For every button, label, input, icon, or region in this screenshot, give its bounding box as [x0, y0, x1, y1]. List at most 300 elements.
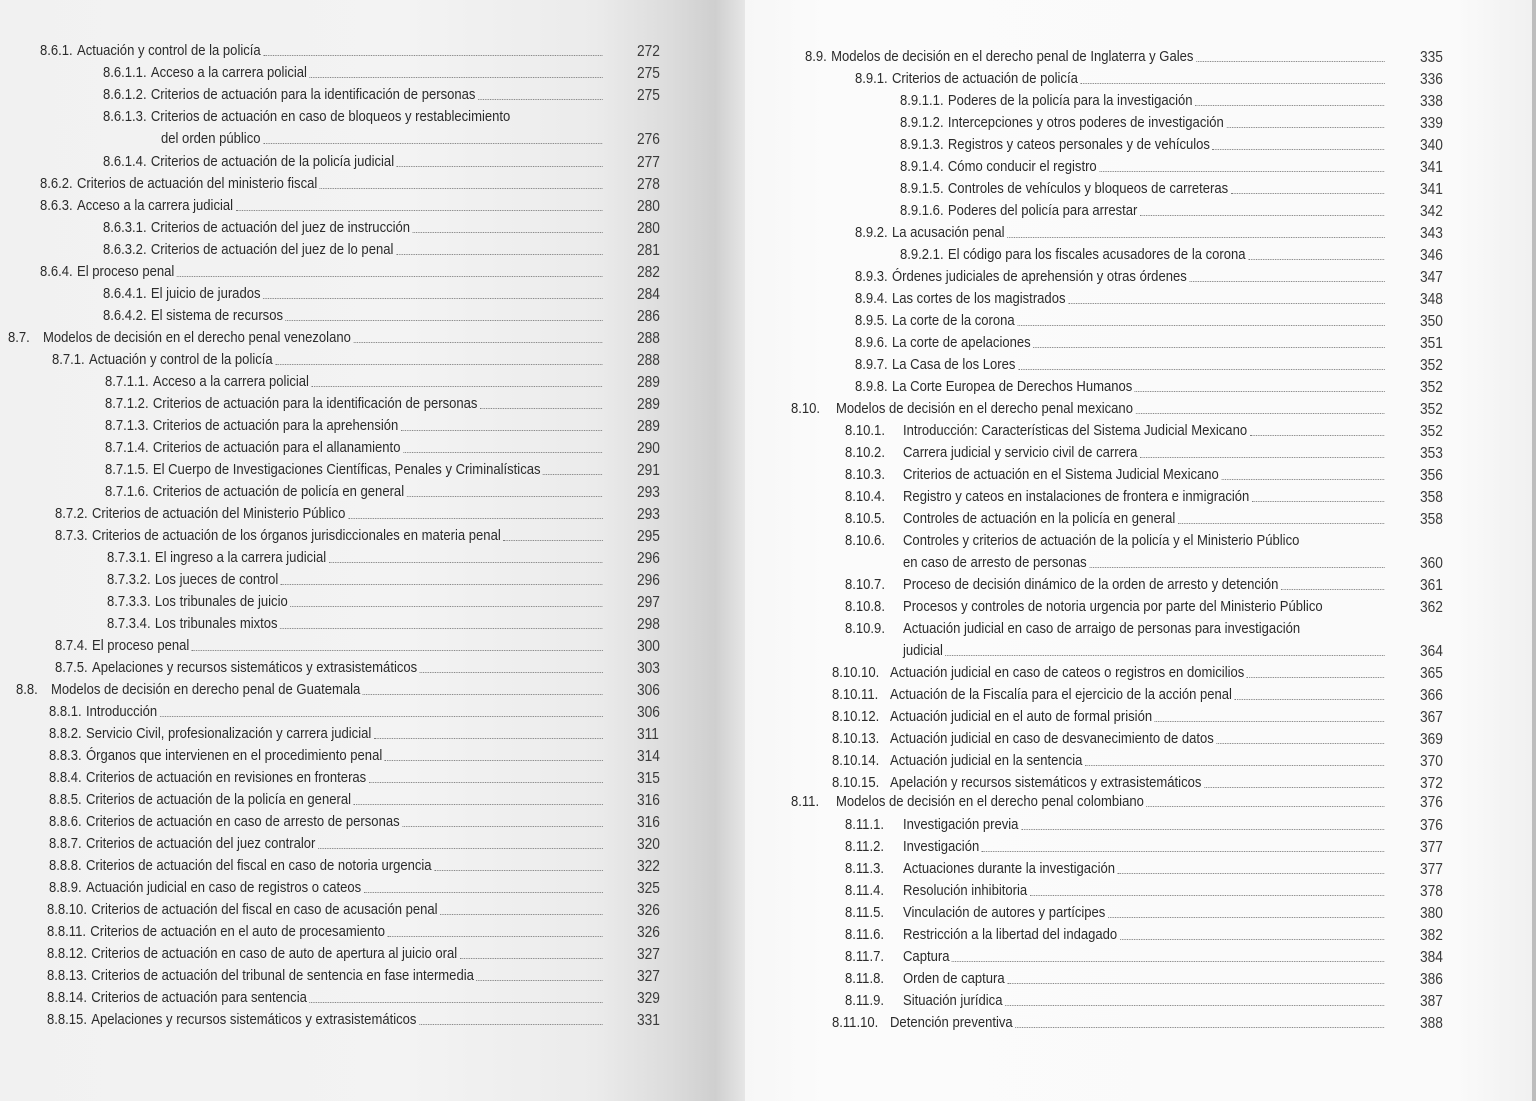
toc-entry: [845, 882, 1387, 900]
section-title: Controles de vehículos y bloqueos de carreteras: [947, 180, 1229, 197]
toc-entry: [105, 439, 605, 457]
dot-leader: [952, 961, 1384, 962]
page-number: 281: [637, 242, 660, 259]
page-number: 343: [1420, 225, 1443, 242]
section-title: Criterios de actuación para sentencia: [91, 989, 307, 1006]
dot-leader: [312, 386, 603, 387]
toc-entry: [103, 241, 605, 259]
toc-entry: [47, 945, 605, 963]
section-number: 8.11.3.: [845, 860, 884, 877]
page-number: 326: [637, 902, 660, 919]
section-title: Acceso a la carrera policial: [150, 64, 307, 81]
section-number: 8.7.3.4.: [107, 615, 151, 632]
dot-leader: [177, 276, 603, 277]
page-number: 348: [1420, 291, 1443, 308]
dot-leader: [396, 254, 602, 255]
page-number: 297: [637, 594, 660, 611]
toc-entry: [845, 576, 1387, 594]
toc-entry: [49, 879, 605, 897]
section-title: Actuación judicial en el auto de formal prisión: [889, 708, 1153, 725]
section-number: 8.10.11.: [832, 686, 879, 703]
section-title: Captura: [902, 948, 950, 965]
page-number: 289: [637, 374, 660, 391]
section-title: Criterios de actuación en revisiones en fronteras: [85, 769, 367, 786]
dot-leader: [1195, 105, 1384, 106]
toc-entry: [855, 70, 1387, 88]
dot-leader: [310, 77, 603, 78]
page-number: 290: [637, 440, 660, 457]
page-number: 356: [1420, 467, 1443, 484]
toc-entry: [900, 180, 1387, 198]
section-title: Investigación: [902, 838, 980, 855]
section-number: 8.7.5.: [55, 659, 88, 676]
section-number: 8.7.1.2.: [105, 395, 149, 412]
dot-leader: [1178, 523, 1385, 524]
toc-entry: [855, 378, 1387, 396]
section-title: Restricción a la libertad del indagado: [902, 926, 1118, 943]
toc-entry: [103, 153, 605, 171]
page-number: 314: [637, 748, 660, 765]
toc-entry: [40, 175, 605, 193]
dot-leader: [1021, 829, 1384, 830]
section-number: 8.8.11.: [47, 923, 86, 940]
toc-entry: [845, 444, 1387, 462]
toc-entry: [47, 1011, 605, 1029]
section-number: 8.10.12.: [832, 708, 880, 725]
section-title: Apelaciones y recursos sistemáticos y extrasistemáticos: [91, 659, 418, 676]
section-number: 8.7.1.1.: [105, 373, 149, 390]
toc-entry: [49, 857, 605, 875]
section-title: Modelos de decisión en el derecho penal mexicano: [835, 400, 1133, 417]
section-number: 8.7.3.3.: [107, 593, 151, 610]
toc-entry: [107, 615, 605, 633]
page-number: 300: [637, 638, 660, 655]
section-title: Poderes de la policía para la investigación: [947, 92, 1193, 109]
section-title: Los jueces de control: [154, 571, 279, 588]
dot-leader: [1146, 806, 1384, 807]
page-number: 351: [1420, 335, 1443, 352]
section-title: El código para los fiscales acusadores de la corona: [947, 246, 1246, 263]
page-number: 335: [1420, 49, 1443, 66]
page-number: 325: [637, 880, 660, 897]
page-number: 280: [637, 220, 660, 237]
section-title: Detención preventiva: [889, 1014, 1013, 1031]
dot-leader: [329, 562, 603, 563]
dot-leader: [263, 298, 602, 299]
toc-entry: [845, 860, 1387, 878]
dot-leader: [263, 143, 602, 144]
dot-leader: [1281, 589, 1384, 590]
section-title: Actuación y control de la policía: [88, 351, 273, 368]
section-title: Vinculación de autores y partícipes: [902, 904, 1106, 921]
page-number: 275: [637, 65, 660, 82]
toc-entry: [55, 527, 605, 545]
section-number: 8.8.4.: [49, 769, 82, 786]
left-page: [0, 0, 745, 1101]
toc-entry: [900, 92, 1387, 110]
section-number: 8.7.4.: [55, 637, 88, 654]
dot-leader: [1189, 281, 1384, 282]
page-number: 289: [637, 396, 660, 413]
section-number: 8.8.7.: [49, 835, 82, 852]
section-title: El sistema de recursos: [150, 307, 283, 324]
dot-leader: [1155, 721, 1385, 722]
section-number: 8.11.10.: [832, 1014, 879, 1031]
toc-entry: [855, 290, 1387, 308]
toc-entry: [832, 708, 1387, 726]
toc-entry: [40, 197, 605, 215]
page-number: 360: [1420, 555, 1443, 572]
section-number: 8.8.: [16, 681, 38, 698]
dot-leader: [1005, 1005, 1384, 1006]
section-number: 8.10.: [791, 400, 821, 417]
page-number: 311: [637, 726, 659, 743]
dot-leader: [480, 408, 602, 409]
section-number: 8.10.9.: [845, 620, 885, 637]
section-number: 8.10.4.: [845, 488, 885, 505]
page-number: 322: [637, 858, 660, 875]
page-number: 358: [1420, 511, 1443, 528]
dot-leader: [348, 518, 602, 519]
page-number: 341: [1420, 159, 1443, 176]
dot-leader: [1089, 567, 1384, 568]
section-title: Controles y criterios de actuación de la policía y el Ministerio Público: [902, 532, 1300, 549]
section-number: 8.6.4.2.: [103, 307, 147, 324]
section-number: 8.7.1.4.: [105, 439, 149, 456]
page-number: 296: [637, 550, 660, 567]
toc-entry: [855, 312, 1387, 330]
dot-leader: [1118, 873, 1385, 874]
section-number: 8.11.2.: [845, 838, 884, 855]
section-number: 8.9.1.: [855, 70, 888, 87]
section-title: La corte de la corona: [891, 312, 1015, 329]
dot-leader: [478, 99, 602, 100]
section-title: Criterios de actuación en caso de auto de apertura al juicio oral: [91, 945, 458, 962]
page-number: 339: [1420, 115, 1443, 132]
section-title: Los tribunales de juicio: [154, 593, 288, 610]
page-number: 291: [637, 462, 660, 479]
section-number: 8.11.1.: [845, 816, 884, 833]
page-number: 282: [637, 264, 660, 281]
dot-leader: [1017, 325, 1384, 326]
page-number: 365: [1420, 665, 1443, 682]
dot-leader: [420, 672, 603, 673]
dot-leader: [385, 760, 603, 761]
toc-entry: [40, 42, 605, 60]
section-number: 8.6.2.: [40, 175, 73, 192]
section-number: 8.8.9.: [49, 879, 82, 896]
toc-entry: [845, 904, 1387, 922]
section-number: 8.9.5.: [855, 312, 888, 329]
page-number: 350: [1420, 313, 1443, 330]
toc-entry: [791, 400, 1387, 418]
section-number: 8.9.3.: [855, 268, 888, 285]
section-title-continuation: judicial: [903, 642, 943, 659]
dot-leader: [1136, 413, 1385, 414]
page-number: 278: [637, 176, 660, 193]
section-number: 8.11.6.: [845, 926, 884, 943]
dot-leader: [1216, 743, 1384, 744]
section-title: Apelación y recursos sistemáticos y extrasistemáticos: [889, 774, 1202, 791]
section-number: 8.8.12.: [47, 945, 87, 962]
page-number: 295: [637, 528, 660, 545]
page-number: 370: [1420, 753, 1443, 770]
page-number: 316: [637, 814, 660, 831]
section-number: 8.9.7.: [855, 356, 888, 373]
toc-entry: [105, 483, 605, 501]
section-title: La Corte Europea de Derechos Humanos: [891, 378, 1133, 395]
section-title: Criterios de actuación de policía en general: [152, 483, 405, 500]
toc-entry: [49, 703, 605, 721]
section-number: 8.10.6.: [845, 532, 885, 549]
dot-leader: [1135, 391, 1385, 392]
section-title: Órganos que intervienen en el procedimiento penal: [85, 747, 383, 764]
toc-entry: [845, 510, 1387, 528]
section-title: Criterios de actuación del Ministerio Público: [91, 505, 346, 522]
section-title: Actuación judicial en la sentencia: [889, 752, 1083, 769]
section-title: Poderes del policía para arrestar: [947, 202, 1138, 219]
section-title: Introducción: Características del Sistema Judicial Mexicano: [902, 422, 1248, 439]
section-number: 8.10.8.: [845, 598, 885, 615]
page-number: 288: [637, 330, 660, 347]
section-title: Criterios de actuación de policía: [891, 70, 1078, 87]
toc-entry: [845, 620, 1387, 638]
toc-entry: [900, 136, 1387, 154]
dot-leader: [1196, 61, 1384, 62]
toc-entry: [805, 48, 1387, 66]
dot-leader: [401, 430, 603, 431]
section-number: 8.7.1.6.: [105, 483, 149, 500]
toc-entry: [832, 686, 1387, 704]
toc-entry: [107, 593, 605, 611]
toc-entry: [49, 813, 605, 831]
toc-entry: [103, 307, 605, 325]
page-number: 327: [637, 946, 660, 963]
toc-entry: [832, 774, 1387, 792]
section-number: 8.6.1.: [40, 42, 73, 59]
dot-leader: [402, 826, 602, 827]
section-title: Criterios de actuación del fiscal en caso de acusación penal: [91, 901, 438, 918]
toc-entry: [49, 769, 605, 787]
dot-leader: [1252, 501, 1385, 502]
section-number: 8.9.1.4.: [900, 158, 944, 175]
page-number: 366: [1420, 687, 1443, 704]
page-number: 288: [637, 352, 660, 369]
page-number: 341: [1420, 181, 1443, 198]
dot-leader: [1007, 237, 1384, 238]
section-number: 8.9.6.: [855, 334, 888, 351]
page-number: 377: [1420, 861, 1443, 878]
section-number: 8.9.1.2.: [900, 114, 944, 131]
dot-leader: [1015, 1027, 1384, 1028]
dot-leader: [388, 936, 603, 937]
page-number: 346: [1420, 247, 1443, 264]
section-title: Actuación judicial en caso de registros o cateos: [85, 879, 362, 896]
section-number: 8.8.15.: [47, 1011, 87, 1028]
dot-leader: [476, 980, 602, 981]
toc-entry: [832, 752, 1387, 770]
section-number: 8.7.3.1.: [107, 549, 151, 566]
section-title: Actuación y control de la policía: [76, 42, 261, 59]
toc-entry: [855, 224, 1387, 242]
toc-entry: [845, 488, 1387, 506]
dot-leader: [1007, 983, 1384, 984]
section-title: Criterios de actuación del juez de instrucción: [150, 219, 411, 236]
section-number: 8.6.3.: [40, 197, 73, 214]
section-number: 8.10.14.: [832, 752, 880, 769]
page-number: 289: [637, 418, 660, 435]
dot-leader: [1250, 435, 1385, 436]
toc-entry: [55, 659, 605, 677]
section-number: 8.9.1.6.: [900, 202, 944, 219]
section-title-continuation: en caso de arresto de personas: [903, 554, 1087, 571]
page-number: 326: [637, 924, 660, 941]
section-number: 8.6.1.4.: [103, 153, 147, 170]
page-number: 376: [1420, 817, 1443, 834]
section-title: Intercepciones y otros poderes de investigación: [947, 114, 1224, 131]
section-title: El ingreso a la carrera judicial: [154, 549, 327, 566]
page-number: 380: [1420, 905, 1443, 922]
section-title: Los tribunales mixtos: [154, 615, 278, 632]
section-number: 8.7.1.3.: [105, 417, 149, 434]
page-number: 352: [1420, 379, 1443, 396]
page-number: 316: [637, 792, 660, 809]
section-title: Criterios de actuación para el allanamiento: [152, 439, 401, 456]
dot-leader: [1018, 369, 1384, 370]
section-title: Resolución inhibitoria: [902, 882, 1028, 899]
section-number: 8.10.2.: [845, 444, 885, 461]
dot-leader: [1248, 259, 1384, 260]
toc-entry: [49, 725, 605, 743]
section-title: Órdenes judiciales de aprehensión y otras órdenes: [891, 268, 1187, 285]
section-number: 8.10.5.: [845, 510, 885, 527]
dot-leader: [1068, 303, 1384, 304]
page-number: 286: [637, 308, 660, 325]
section-title: Criterios de actuación para la identificación de personas: [150, 86, 476, 103]
section-title: Acceso a la carrera policial: [152, 373, 309, 390]
dot-leader: [318, 848, 602, 849]
section-number: 8.9.: [805, 48, 827, 65]
toc-entry: [103, 64, 605, 82]
dot-leader: [434, 870, 602, 871]
toc-entry: [855, 268, 1387, 286]
dot-leader: [1120, 939, 1385, 940]
page-number: 327: [637, 968, 660, 985]
section-number: 8.9.1.5.: [900, 180, 944, 197]
section-title: Modelos de decisión en el derecho penal de Inglaterra y Gales: [831, 48, 1194, 65]
section-title: Criterios de actuación del juez contralor: [85, 835, 316, 852]
page-number: 338: [1420, 93, 1443, 110]
section-title: Criterios de actuación del juez de lo penal: [150, 241, 394, 258]
dot-leader: [1140, 457, 1384, 458]
dot-leader: [280, 628, 602, 629]
section-title: Criterios de actuación en el Sistema Judicial Mexicano: [902, 466, 1219, 483]
section-number: 8.8.13.: [47, 967, 87, 984]
page-number: 388: [1420, 1015, 1443, 1032]
toc-entry: [47, 923, 605, 941]
dot-leader: [236, 210, 603, 211]
page-number: 331: [637, 1012, 660, 1029]
toc-entry: [845, 816, 1387, 834]
section-title: El proceso penal: [76, 263, 175, 280]
page-number: 386: [1420, 971, 1443, 988]
page-number: 342: [1420, 203, 1443, 220]
dot-leader: [1226, 127, 1384, 128]
section-number: 8.11.: [791, 793, 820, 810]
dot-leader: [363, 694, 603, 695]
dot-leader: [1099, 171, 1384, 172]
toc-entry: [49, 747, 605, 765]
section-number: 8.7.: [8, 329, 30, 346]
dot-leader: [320, 188, 603, 189]
section-title-continuation: del orden público: [161, 130, 261, 147]
page-number: 306: [637, 704, 660, 721]
page-number: 284: [637, 286, 660, 303]
section-number: 8.8.10.: [47, 901, 87, 918]
section-title: Criterios de actuación en caso de bloqueos y restablecimiento: [150, 108, 511, 125]
toc-entry: [16, 681, 605, 699]
dot-leader: [1080, 83, 1384, 84]
section-number: 8.11.9.: [845, 992, 884, 1009]
section-title: Las cortes de los magistrados: [891, 290, 1066, 307]
toc-entry: [49, 835, 605, 853]
dot-leader: [1247, 677, 1385, 678]
section-number: 8.10.15.: [832, 774, 880, 791]
section-title: Modelos de decisión en el derecho penal colombiano: [835, 793, 1144, 810]
section-number: 8.6.3.2.: [103, 241, 147, 258]
toc-entry: [107, 571, 605, 589]
page-number: 353: [1420, 445, 1443, 462]
section-number: 8.8.6.: [49, 813, 82, 830]
toc-entry-continuation: [903, 554, 1387, 572]
section-title: Criterios de actuación en el auto de procesamiento: [90, 923, 386, 940]
page-number: 298: [637, 616, 660, 633]
section-title: Criterios de actuación para la aprehensión: [152, 417, 399, 434]
section-number: 8.11.4.: [845, 882, 884, 899]
section-number: 8.9.2.1.: [900, 246, 944, 263]
toc-entry: [900, 246, 1387, 264]
section-number: 8.7.3.2.: [107, 571, 151, 588]
dot-leader: [1213, 149, 1385, 150]
dot-leader: [1085, 765, 1384, 766]
toc-entry: [845, 532, 1387, 550]
toc-entry: [105, 373, 605, 391]
dot-leader: [403, 452, 602, 453]
page-number: 276: [637, 131, 660, 148]
section-title: Investigación previa: [902, 816, 1019, 833]
toc-entry: [47, 989, 605, 1007]
toc-entry: [52, 351, 605, 369]
section-number: 8.9.4.: [855, 290, 888, 307]
section-number: 8.8.1.: [49, 703, 82, 720]
dot-leader: [946, 655, 1385, 656]
section-number: 8.8.2.: [49, 725, 82, 742]
dot-leader: [290, 606, 602, 607]
section-title: Actuación judicial en caso de desvanecimiento de datos: [889, 730, 1214, 747]
section-title: Criterios de actuación de los órganos jurisdiccionales en materia penal: [91, 527, 501, 544]
section-title: Proceso de decisión dinámico de la orden de arresto y detención: [902, 576, 1279, 593]
section-title: La acusación penal: [891, 224, 1005, 241]
section-title: Criterios de actuación de la policía en general: [85, 791, 351, 808]
toc-entry: [845, 838, 1387, 856]
section-number: 8.6.4.1.: [103, 285, 147, 302]
dot-leader: [1204, 787, 1384, 788]
section-title: Cómo conducir el registro: [947, 158, 1097, 175]
page-number: 277: [637, 154, 660, 171]
section-number: 8.10.3.: [845, 466, 885, 483]
toc-entry: [55, 637, 605, 655]
section-title: Actuación judicial en caso de arraigo de personas para investigación: [902, 620, 1301, 637]
